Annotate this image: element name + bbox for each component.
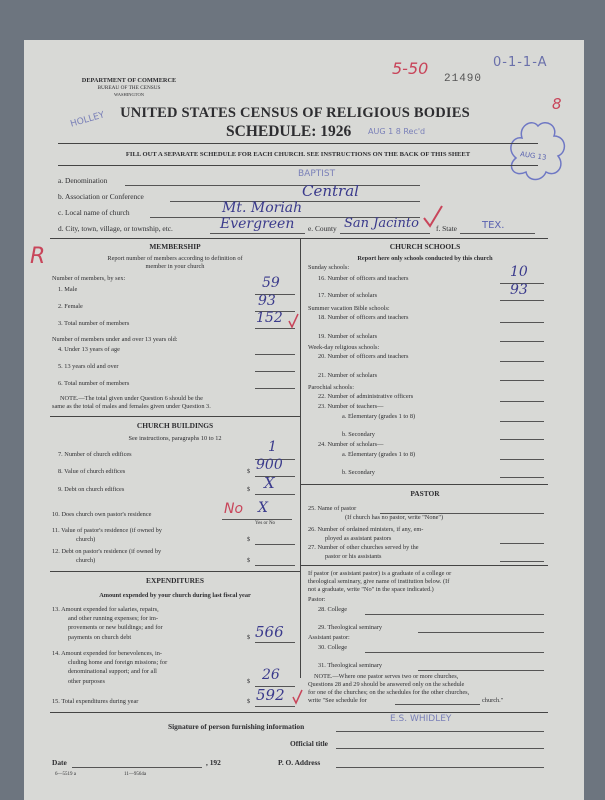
q3-value: 152	[256, 310, 283, 326]
members-by-sex-label: Number of members, by sex:	[52, 275, 126, 282]
q19-label: 19. Number of scholars	[318, 333, 378, 340]
q6-label: 6. Total number of members	[58, 380, 130, 387]
q25-sub: (If church has no pastor, write "None")	[345, 514, 444, 521]
county-label: e. County	[308, 224, 337, 233]
q12-label-b: church)	[76, 557, 96, 564]
page-title: UNITED STATES CENSUS OF RELIGIOUS BODIES	[120, 105, 470, 121]
q11-dollar: $	[247, 536, 251, 543]
denomination-label: a. Denomination	[58, 176, 108, 185]
q14-label-a: 14. Amount expended for benevolences, in-	[52, 650, 162, 657]
q25-label: 25. Name of pastor	[308, 505, 357, 512]
yes-no-caption: Yes or No	[255, 521, 276, 526]
official-title-label: Official title	[290, 739, 328, 748]
q24b-label: b. Secondary	[342, 469, 375, 476]
state-label: f. State	[436, 224, 457, 233]
q28-label: 28. College	[318, 606, 348, 613]
q8-value: 900	[256, 457, 283, 473]
graduate-note3: not a graduate, write "No" in the space indicated.)	[308, 586, 434, 593]
q3-label: 3. Total number of members	[58, 320, 130, 327]
q14-value: 26	[262, 667, 280, 683]
graduate-note2: theological seminary, give name of institution below. (If	[308, 578, 450, 585]
q16-value: 10	[510, 264, 528, 280]
file-code-stamp: 0-1-1-A	[493, 55, 548, 70]
association-value: Central	[302, 182, 359, 200]
q31-label: 31. Theological seminary	[318, 662, 383, 669]
q13-label-d: payments on church debt	[68, 634, 132, 641]
q17-value: 93	[510, 282, 528, 298]
handwritten-code: 5-50	[392, 59, 429, 78]
stamped-number: 21490	[444, 73, 483, 85]
q23a-label: a. Elementary (grades 1 to 8)	[342, 413, 416, 420]
city-label: WASHINGTON	[114, 92, 144, 97]
q10-label: 10. Does church own pastor's residence	[52, 511, 152, 518]
q18-label: 18. Number of officers and teachers	[318, 314, 409, 321]
q13-label-c: provements or new buildings; and for	[68, 624, 163, 631]
q13-value: 566	[255, 623, 284, 641]
state-value: TEX.	[482, 220, 505, 231]
city-label: d. City, town, village, or township, etc.	[58, 224, 173, 233]
q23-label: 23. Number of teachers—	[318, 403, 384, 410]
q29-label: 29. Theological seminary	[318, 624, 383, 631]
q16-label: 16. Number of officers and teachers	[318, 275, 409, 282]
city-value: Evergreen	[220, 216, 295, 232]
signature-label: Signature of person furnishing information	[168, 722, 305, 731]
red-eight: 8	[552, 95, 562, 113]
parochial-schools-label: Parochial schools:	[308, 384, 354, 391]
po-address-label: P. O. Address	[278, 758, 321, 767]
red-tick-icon	[292, 688, 304, 706]
q14-label-d: other purposes	[68, 678, 105, 685]
age-intro: Number of members under and over 13 years old:	[52, 336, 178, 343]
q20-label: 20. Number of officers and teachers	[318, 353, 409, 360]
signature-value: E.S. WHIDLEY	[390, 714, 452, 724]
graduate-note1: If pastor (or assistant pastor) is a graduate of a college or	[308, 570, 452, 577]
received-stamp: AUG 1 8 Rec'd	[368, 127, 426, 136]
pastor-note2: Questions 28 and 29 should be answered only on the schedule	[308, 681, 465, 688]
q1-label: 1. Male	[58, 286, 78, 293]
form-number-2: 11—9564a	[124, 772, 147, 777]
q7-value: 1	[268, 439, 277, 455]
q4-label: 4. Under 13 years of age	[58, 346, 120, 353]
schools-heading: CHURCH SCHOOLS	[389, 242, 461, 251]
q24a-label: a. Elementary (grades 1 to 8)	[342, 451, 416, 458]
expenditures-heading: EXPENDITURES	[146, 576, 204, 585]
bureau-label: BUREAU OF THE CENSUS	[97, 85, 161, 91]
church-name-label: c. Local name of church	[58, 208, 130, 217]
date-label: Date	[52, 758, 67, 767]
q15-label: 15. Total expenditures during year	[52, 698, 139, 705]
membership-intro1: Report number of members according to definition of	[107, 255, 243, 262]
pastor-note1: NOTE.—Where one pastor serves two or more churches,	[314, 673, 459, 680]
association-label: b. Association or Conference	[58, 192, 144, 201]
denomination-value: BAPTIST	[298, 169, 336, 179]
county-value: San Jacinto	[344, 216, 419, 231]
membership-note2: same as the total of males and females given under Question 3.	[52, 403, 211, 410]
q11-label-b: church)	[76, 536, 96, 543]
summer-schools-label: Summer vacation Bible schools:	[308, 305, 390, 312]
date-year: , 192	[206, 758, 221, 767]
form-number-1: 6—5519 a	[55, 772, 76, 777]
q21-label: 21. Number of scholars	[318, 372, 378, 379]
q13-label-b: and other running expenses; for im-	[68, 615, 159, 622]
q14-dollar: $	[247, 678, 251, 685]
q15-value: 592	[256, 686, 285, 704]
q26-label-a: 26. Number of ordained ministers, if any, em-	[308, 526, 424, 533]
q13-dollar: $	[247, 634, 251, 641]
holley-stamp: HOLLEY	[69, 110, 106, 130]
q7-label: 7. Number of church edifices	[58, 451, 132, 458]
church-name-value: Mt. Moriah	[222, 200, 303, 216]
q8-label: 8. Value of church edifices	[58, 468, 126, 475]
q1-value: 59	[262, 275, 280, 291]
q30-label: 30. College	[318, 644, 348, 651]
sunday-schools-label: Sunday schools:	[308, 264, 350, 271]
q24-label: 24. Number of scholars—	[318, 441, 384, 448]
pastor-heading: PASTOR	[410, 489, 440, 498]
q9-dollar: $	[247, 486, 251, 493]
buildings-sub: See instructions, paragraphs 10 to 12	[128, 435, 222, 442]
pastor-sublabel: Pastor:	[308, 596, 326, 603]
q10-x-mark: X	[258, 500, 268, 516]
schools-intro: Report here only schools conducted by this church	[357, 255, 493, 262]
weekday-schools-label: Week-day religious schools:	[308, 344, 380, 351]
membership-heading: MEMBERSHIP	[149, 242, 201, 251]
pastor-note4: write "See schedule for	[308, 697, 367, 704]
schedule-title: SCHEDULE: 1926	[226, 123, 352, 140]
red-tick-icon	[288, 312, 300, 330]
expenditures-sub: Amount expended by your church during last fiscal year	[99, 592, 251, 599]
instruction-line: FILL OUT A SEPARATE SCHEDULE FOR EACH CHURCH. SEE INSTRUCTIONS ON THE BACK OF THIS SHEET	[125, 151, 471, 158]
department-label: DEPARTMENT OF COMMERCE	[81, 77, 177, 84]
q22-label: 22. Number of administrative officers	[318, 393, 414, 400]
q12-dollar: $	[247, 557, 251, 564]
q14-label-c: denominational support; and for all	[68, 668, 157, 675]
q9-label: 9. Debt on church edifices	[58, 486, 125, 493]
q14-label-b: cluding home and foreign missions; for	[68, 659, 168, 666]
membership-note1: NOTE.—The total given under Question 6 should be the	[60, 395, 203, 402]
q11-label-a: 11. Value of pastor's residence (if owned by	[52, 527, 162, 534]
q27-label-b: pastor or his assistants	[325, 553, 382, 560]
q23b-label: b. Secondary	[342, 431, 375, 438]
q17-label: 17. Number of scholars	[318, 292, 378, 299]
q2-label: 2. Female	[58, 303, 83, 310]
pastor-note4b: church."	[482, 697, 504, 704]
q27-label-a: 27. Number of other churches served by the	[308, 544, 419, 551]
q2-value: 93	[258, 293, 276, 309]
q26-label-b: ployed as assistant pastors	[325, 535, 392, 542]
flower-stamp-date: AUG 13	[519, 150, 547, 162]
q10-value: No	[224, 501, 244, 517]
q9-value: X	[264, 474, 275, 492]
membership-intro2: member in your church	[145, 263, 205, 270]
q13-label-a: 13. Amount expended for salaries, repairs,	[52, 606, 159, 613]
pastor-note3: for one of the churches; on the schedules for the other churches,	[308, 689, 470, 696]
assistant-sublabel: Assistant pastor:	[308, 634, 350, 641]
q5-label: 5. 13 years old and over	[58, 363, 119, 370]
q12-label-a: 12. Debt on pastor's residence (if owned by	[52, 548, 162, 555]
red-r-mark: R	[30, 244, 46, 269]
q8-dollar: $	[247, 468, 251, 475]
q15-dollar: $	[247, 698, 251, 705]
buildings-heading: CHURCH BUILDINGS	[136, 421, 214, 430]
